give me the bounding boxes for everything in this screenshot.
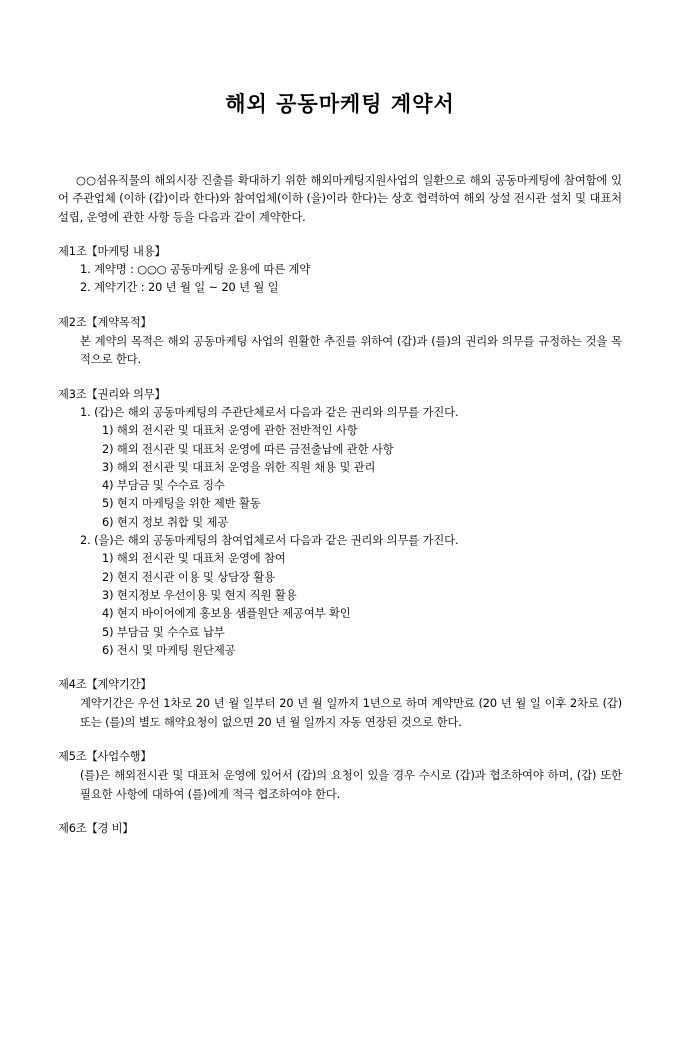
article-1 bbox=[58, 243, 622, 298]
article-2-heading: 제2조【계약목적】 bbox=[58, 315, 152, 329]
article-3-line-2: 1) 해외 전시관 및 대표처 운영에 관한 전반적인 사항 bbox=[102, 424, 358, 438]
article-6 bbox=[58, 820, 622, 838]
article-3-line-4: 3) 해외 전시관 및 대표처 운영을 위한 직원 채용 및 관리 bbox=[102, 460, 376, 474]
article-3-line-7: 6) 현지 정보 취합 및 제공 bbox=[102, 515, 229, 529]
article-3-line-14: 6) 전시 및 마케팅 원단제공 bbox=[102, 643, 236, 657]
article-3-line-3: 2) 해외 전시관 및 대표처 운영에 따른 금전출납에 관한 사항 bbox=[102, 442, 394, 456]
article-1-line-2: 2. 계약기간 : 20 년 월 일 ~ 20 년 월 일 bbox=[80, 281, 279, 295]
article-5-heading: 제5조【사업수행】 bbox=[58, 750, 152, 764]
article-3-line-10: 2) 현지 전시관 이용 및 상담장 활용 bbox=[102, 570, 275, 584]
article-3-line-6: 5) 현지 마케팅을 위한 제반 활동 bbox=[102, 497, 261, 511]
article-6-heading: 제6조【경 비】 bbox=[58, 821, 134, 835]
article-3-line-9: 1) 해외 전시관 및 대표처 운영에 참여 bbox=[102, 552, 286, 566]
article-3-heading: 제3조【권리와 의무】 bbox=[58, 387, 166, 401]
article-3-line-8: 2. (을)은 해외 공동마케팅의 참여업체로서 다음과 같은 권리와 의무를 가진다. bbox=[80, 534, 459, 548]
article-3-line-5: 4) 부담금 및 수수료 징수 bbox=[102, 479, 225, 493]
page-title: 해외 공동마케팅 계약서 bbox=[225, 92, 455, 116]
article-1-line-1: 1. 계약명 : ○○○ 공동마케팅 운용에 따른 계약 bbox=[80, 263, 311, 277]
article-5-line-1: (를)은 해외전시관 및 대표처 운영에 있어서 (갑)의 요청이 있을 경우 수시로 (갑)과 협조하여야 하며, (갑) 또한 필요한 사항에 대하여 (를)에게 적극 협조하여야 한다. bbox=[80, 769, 622, 801]
article-3 bbox=[58, 386, 622, 660]
document-body bbox=[58, 172, 622, 838]
article-3-line-1: 1. (갑)은 해외 공동마케팅의 주관단체로서 다음과 같은 권리와 의무를 가진다. bbox=[80, 405, 459, 419]
article-2-line-1: 본 계약의 목적은 해외 공동마케팅 사업의 원활한 추진를 위하여 (갑)과 (를)의 권리와 의무를 규정하는 것을 목적으로 한다. bbox=[80, 335, 622, 367]
intro-paragraph: ○○섬유직물의 해외시장 진출를 확대하기 위한 해외마케팅지원사업의 일환으로 해외 공동마케팅에 참여함에 있어 주관업체 (이하 (갑)이라 한다)와 참여업체(이하 (을)이라 한다)는 상호 협력하여 해외 상설 전시관 설치 및 대표처 설립, 운영에 관한 사항 등을 다음과 같이 계약한다. bbox=[58, 174, 622, 224]
article-4-heading: 제4조【계약기간】 bbox=[58, 678, 152, 692]
article-3-line-12: 4) 현지 바이어에게 홍보용 샘플원단 제공여부 확인 bbox=[102, 607, 351, 621]
document-page bbox=[0, 88, 680, 1050]
article-2 bbox=[58, 314, 622, 370]
article-4-line-1: 계약기간은 우선 1차로 20 년 월 일부터 20 년 월 일까지 1년으로 하며 계약만료 (20 년 월 일 이후 2차로 (갑) 또는 (를)의 별도 해약요청이 없으면 20 년 월 일까지 자동 연장된 것으로 한다. bbox=[80, 697, 622, 729]
article-3-line-13: 5) 부담금 및 수수료 납부 bbox=[102, 625, 225, 639]
article-5 bbox=[58, 748, 622, 804]
article-3-line-11: 3) 현지정보 우선이용 및 현지 직원 활용 bbox=[102, 588, 297, 602]
article-4 bbox=[58, 676, 622, 732]
article-1-heading: 제1조【마케팅 내용】 bbox=[58, 244, 166, 258]
